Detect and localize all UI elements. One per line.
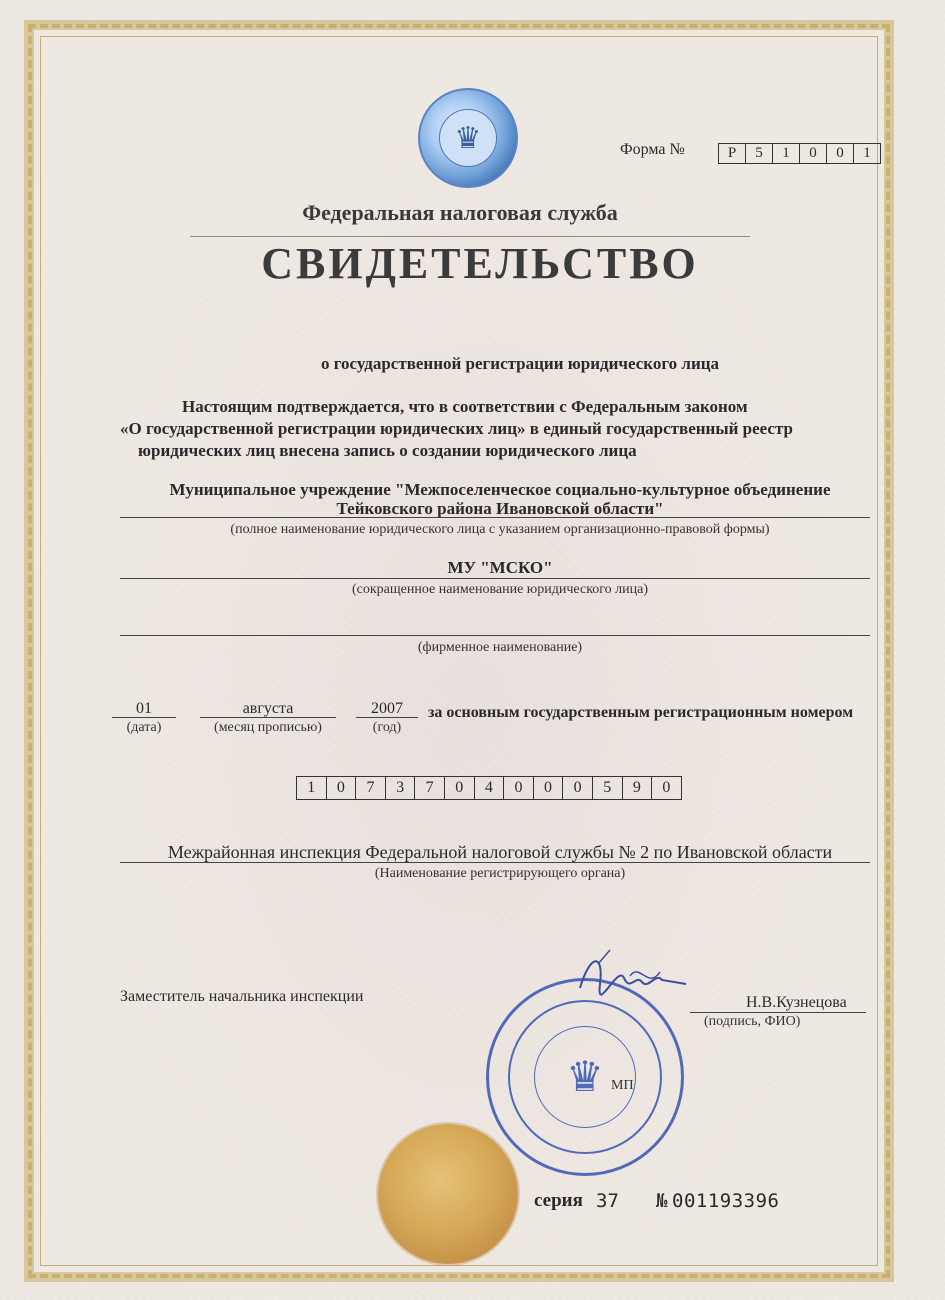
divider	[190, 236, 750, 237]
underline	[690, 1012, 866, 1013]
stamp-eagle-icon: ♛	[534, 1026, 636, 1128]
ogrn-digit: 4	[475, 777, 505, 799]
ogrn-digit: 3	[386, 777, 416, 799]
form-code-char: 0	[800, 144, 827, 163]
stamp-mark: МП	[611, 1078, 634, 1093]
year-caption: (год)	[372, 720, 402, 735]
ogrn-digit: 0	[327, 777, 357, 799]
ogrn-number	[296, 776, 682, 800]
ogrn-digit: 9	[623, 777, 653, 799]
brand-name-caption: (фирменное наименование)	[417, 640, 583, 655]
form-code	[718, 143, 881, 164]
underline	[120, 862, 870, 863]
entity-full-name-line: Муниципальное учреждение "Межпоселенческое социально-культурное объединение	[169, 480, 831, 499]
ogrn-digit: 0	[662, 779, 671, 796]
underline	[120, 578, 870, 579]
serial-sign: №	[656, 1190, 668, 1212]
registering-authority: Межрайонная инспекция Федеральной налоговой службы № 2 по Ивановской области	[167, 842, 833, 862]
signer-position: Заместитель начальника инспекции	[120, 988, 364, 1005]
series-label: серия	[534, 1190, 583, 1211]
authority-caption: (Наименование регистрирующего органа)	[374, 866, 626, 881]
entity-short-name: МУ "МСКО"	[447, 558, 553, 577]
underline	[120, 635, 870, 636]
ogrn-digit: 7	[415, 777, 445, 799]
ogrn-digit: 7	[356, 777, 386, 799]
confirmation-line: «О государственной регистрации юридических лиц» в единый государственный реестр	[120, 419, 793, 438]
form-code-char: Р	[719, 144, 746, 163]
underline	[112, 717, 176, 718]
form-label: Форма №	[620, 141, 685, 158]
serial-number: 001193396	[672, 1190, 780, 1212]
underline	[356, 717, 418, 718]
ogrn-digit: 0	[534, 777, 564, 799]
hologram-emblem-icon	[418, 88, 518, 188]
ogrn-digit: 0	[504, 777, 534, 799]
ogrn-digit: 0	[563, 777, 593, 799]
registration-day: 01	[136, 700, 152, 717]
document-subtitle: о государственной регистрации юридического лица	[320, 354, 720, 373]
stamp-ring	[508, 1000, 662, 1154]
handwritten-signature	[570, 944, 690, 1014]
ogrn-digit: 1	[297, 777, 327, 799]
form-code-char: 0	[827, 144, 854, 163]
short-name-caption: (сокращенное наименование юридического лица)	[351, 582, 649, 597]
confirmation-line: юридических лиц внесена запись о создании юридического лица	[138, 441, 637, 460]
underline	[120, 517, 870, 518]
month-caption: (месяц прописью)	[214, 720, 322, 735]
entity-full-name	[110, 480, 890, 518]
confirmation-text	[120, 396, 880, 462]
signer-name: Н.В.Кузнецова	[746, 994, 847, 1011]
full-name-caption: (полное наименование юридического лица с указанием организационно-правовой формы)	[230, 522, 770, 537]
series-number: 37	[596, 1190, 619, 1212]
ogrn-digit: 5	[593, 777, 623, 799]
registration-year: 2007	[371, 700, 403, 717]
registration-number-label: за основным государственным регистрационным номером	[428, 704, 854, 721]
registration-month: августа	[242, 700, 294, 717]
ogrn-digit: 0	[445, 777, 475, 799]
confirmation-line: Настоящим подтверждается, что в соответствии с Федеральным законом	[182, 397, 748, 416]
day-caption: (дата)	[126, 720, 162, 735]
form-code-char: 1	[773, 144, 800, 163]
agency-name: Федеральная налоговая служба	[302, 200, 618, 225]
document-title: СВИДЕТЕЛЬСТВО	[261, 239, 699, 288]
form-code-char: 1	[863, 145, 871, 161]
eagle-icon: ♛	[439, 109, 497, 167]
signature-caption: (подпись, ФИО)	[704, 1014, 801, 1029]
entity-full-name-line: Тейковского района Ивановской области"	[336, 499, 664, 518]
golden-seal	[378, 1124, 518, 1264]
form-code-char: 5	[746, 144, 773, 163]
underline	[200, 717, 336, 718]
